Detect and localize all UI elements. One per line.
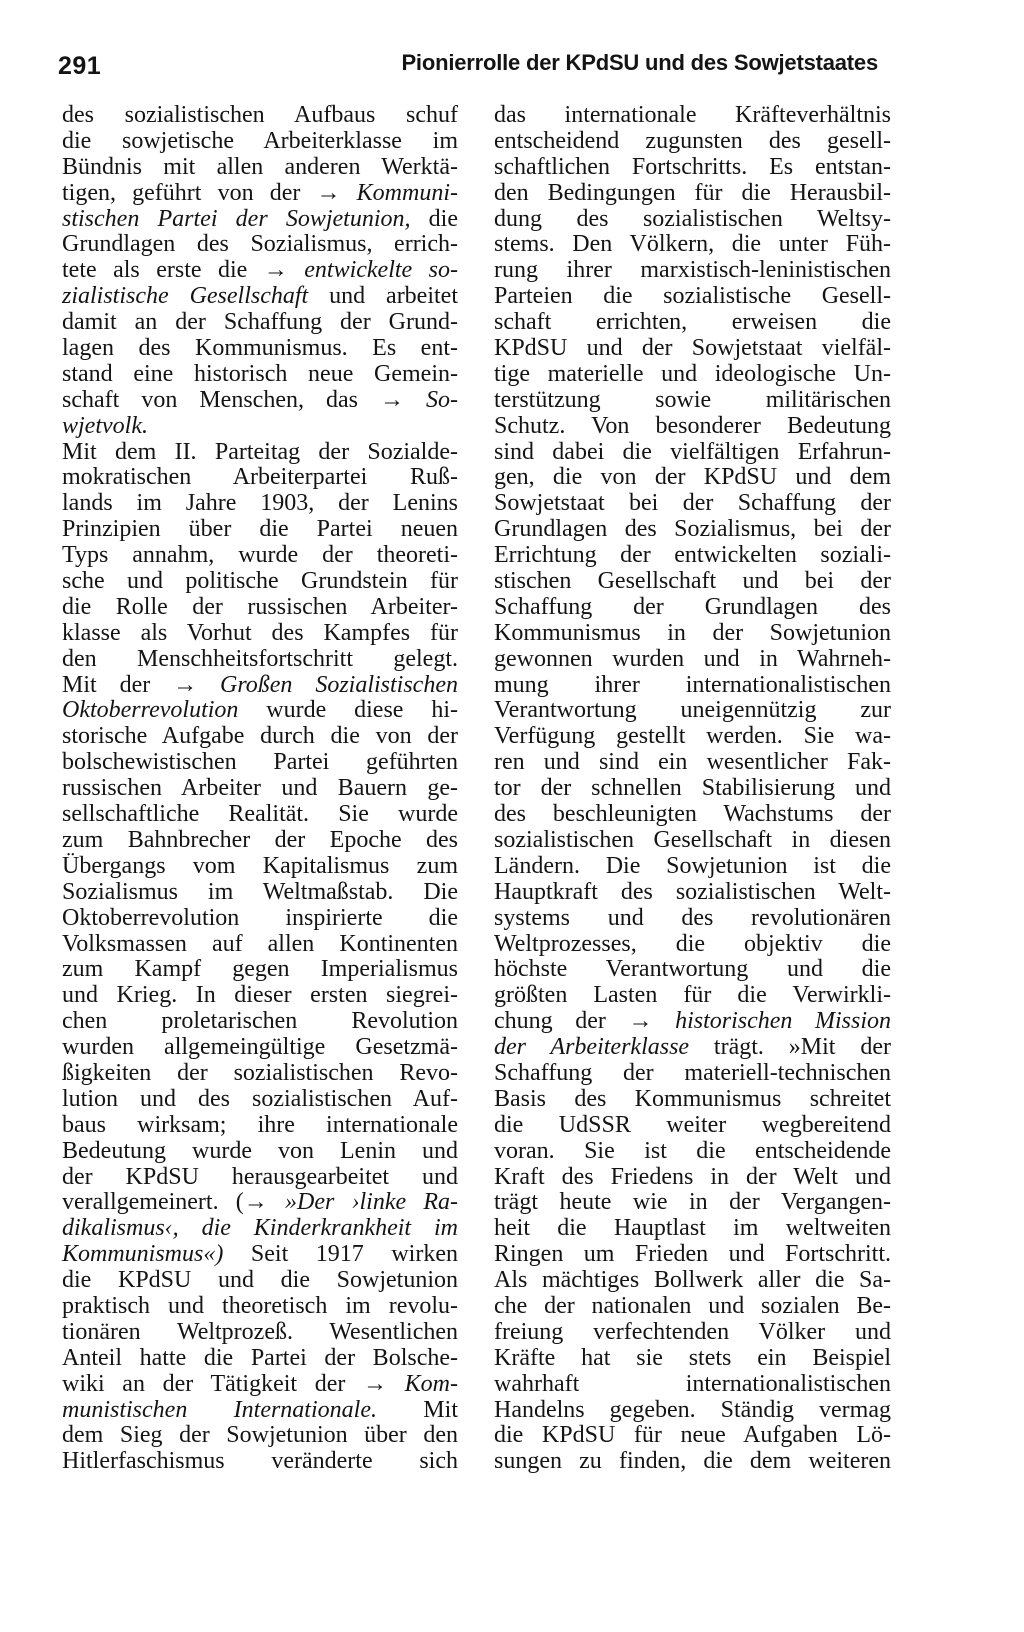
text-line: baus wirksam; ihre internationale	[62, 1111, 458, 1138]
text-line: sungen zu finden, die dem weiteren	[494, 1448, 891, 1475]
text-line: schaft errichten, erweisen die	[494, 309, 891, 336]
text-line: stand eine historisch neue Gemein-	[62, 360, 458, 387]
text-line: die KPdSU für neue Aufgaben Lö-	[494, 1422, 891, 1449]
text-line: ren und sind ein wesentlicher Fak-	[494, 749, 891, 776]
text-line: Kräfte hat sie stets ein Beispiel	[494, 1344, 891, 1371]
text-line: mokratischen Arbeiterpartei Ruß-	[62, 464, 458, 491]
text-line: schaftlichen Fortschritts. Es entstan-	[494, 153, 891, 180]
text-line: die KPdSU und die Sowjetunion	[62, 1267, 458, 1294]
text-line: den Menschheitsfortschritt gelegt.	[62, 645, 458, 672]
text-line: tigen, geführt von der → Kommuni-	[62, 179, 458, 206]
text-line: schaft von Menschen, das → So-	[62, 386, 458, 413]
text-line: des sozialistischen Aufbaus schuf	[62, 102, 458, 128]
text-line: KPdSU und der Sowjetstaat vielfäl-	[494, 335, 891, 362]
text-line: Schaffung der Grundlagen des	[494, 593, 891, 620]
text-line: Sowjetstaat bei der Schaffung der	[494, 490, 891, 517]
text-line: Oktoberrevolution wurde diese hi-	[62, 697, 458, 724]
text-line: Hauptkraft des sozialistischen Welt-	[494, 878, 891, 905]
text-line: terstützung sowie militärischen	[494, 386, 891, 413]
text-line: lands im Jahre 1903, der Lenins	[62, 490, 458, 517]
text-line: Errichtung der entwickelten soziali-	[494, 542, 891, 569]
text-line: größten Lasten für die Verwirkli-	[494, 982, 891, 1009]
text-column-left	[62, 103, 458, 1475]
text-line: trägt heute wie in der Vergangen-	[494, 1189, 891, 1216]
text-line: den Bedingungen für die Herausbil-	[494, 179, 891, 206]
text-line: Mit der → Großen Sozialistischen	[62, 671, 458, 698]
text-line: rung ihrer marxistisch-leninistischen	[494, 257, 891, 284]
text-line: und Krieg. In dieser ersten siegrei-	[62, 982, 458, 1009]
text-line: Anteil hatte die Partei der Bolsche-	[62, 1344, 458, 1371]
text-line: Mit dem II. Parteitag der Sozialde-	[62, 438, 458, 465]
text-line: die UdSSR weiter wegbereitend	[494, 1111, 891, 1138]
text-line: die Rolle der russischen Arbeiter-	[62, 593, 458, 620]
text-line: Verfügung gestellt werden. Sie wa-	[494, 723, 891, 750]
text-line: heit die Hauptlast im weltweiten	[494, 1215, 891, 1242]
text-line: Weltprozesses, die objektiv die	[494, 930, 891, 957]
text-line: das internationale Kräfteverhältnis	[494, 102, 891, 128]
text-line: che der nationalen und sozialen Be-	[494, 1292, 891, 1319]
text-column-right	[494, 103, 891, 1475]
text-line: Kraft des Friedens in der Welt und	[494, 1163, 891, 1190]
text-line: Kommunismus in der Sowjetunion	[494, 619, 891, 646]
text-line: dem Sieg der Sowjetunion über den	[62, 1422, 458, 1449]
text-line: lution und des sozialistischen Auf-	[62, 1085, 458, 1112]
text-line: höchste Verantwortung und die	[494, 956, 891, 983]
text-line: chen proletarischen Revolution	[62, 1008, 458, 1035]
text-line: Schutz. Von besonderer Bedeutung	[494, 412, 891, 439]
text-line: Grundlagen des Sozialismus, errich-	[62, 231, 458, 258]
text-line: stischen Partei der Sowjetunion, die	[62, 205, 458, 232]
text-line: tige materielle und ideologische Un-	[494, 360, 891, 387]
text-line: Grundlagen des Sozialismus, bei der	[494, 516, 891, 543]
text-line: Sozialismus im Weltmaßstab. Die	[62, 878, 458, 905]
page-number: 291	[58, 52, 102, 80]
text-line: gewonnen wurden und in Wahrneh-	[494, 645, 891, 672]
text-line: wahrhaft internationalistischen	[494, 1370, 891, 1397]
text-line: Schaffung der materiell-technischen	[494, 1059, 891, 1086]
text-line: verallgemeinert. (→ »Der ›linke Ra-	[62, 1189, 458, 1216]
text-line: die sowjetische Arbeiterklasse im	[62, 127, 458, 154]
text-line: russischen Arbeiter und Bauern ge-	[62, 775, 458, 802]
text-line: wiki an der Tätigkeit der → Kom-	[62, 1370, 458, 1397]
running-head: Pionierrolle der KPdSU und des Sowjetstaates	[401, 50, 878, 75]
text-line: gen, die von der KPdSU und dem	[494, 464, 891, 491]
text-line: sche und politische Grundstein für	[62, 568, 458, 595]
text-line: entscheidend zugunsten des gesell-	[494, 127, 891, 154]
text-line: dikalismus‹, die Kinderkrankheit im	[62, 1215, 458, 1242]
text-line: wjetvolk.	[62, 412, 148, 439]
text-line: Kommunismus«) Seit 1917 wirken	[62, 1241, 458, 1268]
text-line: Oktoberrevolution inspirierte die	[62, 904, 458, 931]
text-line: Ringen um Frieden und Fortschritt.	[494, 1241, 891, 1268]
text-line: klasse als Vorhut des Kampfes für	[62, 619, 458, 646]
text-line: der KPdSU herausgearbeitet und	[62, 1163, 458, 1190]
text-line: tor der schnellen Stabilisierung und	[494, 775, 891, 802]
text-line: voran. Sie ist die entscheidende	[494, 1137, 891, 1164]
text-line: zum Kampf gegen Imperialismus	[62, 956, 458, 983]
text-line: Bündnis mit allen anderen Werktä-	[62, 153, 458, 180]
text-line: sind dabei die vielfältigen Erfahrun-	[494, 438, 891, 465]
text-line: Basis des Kommunismus schreitet	[494, 1085, 891, 1112]
text-line: des beschleunigten Wachstums der	[494, 801, 891, 828]
text-line: systems und des revolutionären	[494, 904, 891, 931]
text-line: Typs annahm, wurde der theoreti-	[62, 542, 458, 569]
text-line: munistischen Internationale. Mit	[62, 1396, 458, 1423]
text-line: freiung verfechtenden Völker und	[494, 1318, 891, 1345]
text-line: Prinzipien über die Partei neuen	[62, 516, 458, 543]
text-line: wurden allgemeingültige Gesetzmä-	[62, 1034, 458, 1061]
text-line: bolschewistischen Partei geführten	[62, 749, 458, 776]
text-line: Ländern. Die Sowjetunion ist die	[494, 852, 891, 879]
text-line: stems. Den Völkern, die unter Füh-	[494, 231, 891, 258]
text-line: Bedeutung wurde von Lenin und	[62, 1137, 458, 1164]
text-line: Parteien die sozialistische Gesell-	[494, 283, 891, 310]
text-line: Volksmassen auf allen Kontinenten	[62, 930, 458, 957]
text-line: praktisch und theoretisch im revolu-	[62, 1292, 458, 1319]
text-line: tionären Weltprozeß. Wesentlichen	[62, 1318, 458, 1345]
text-line: chung der → historischen Mission	[494, 1008, 892, 1035]
text-line: Hitlerfaschismus veränderte sich	[62, 1448, 458, 1475]
text-line: Verantwortung uneigennützig zur	[494, 697, 891, 724]
text-line: dung des sozialistischen Weltsy-	[494, 205, 891, 232]
text-line: lagen des Kommunismus. Es ent-	[62, 335, 458, 362]
text-line: Übergangs vom Kapitalismus zum	[62, 852, 458, 879]
text-line: sellschaftliche Realität. Sie wurde	[62, 801, 458, 828]
text-line: Handelns gegeben. Ständig vermag	[494, 1396, 891, 1423]
text-line: damit an der Schaffung der Grund-	[62, 309, 458, 336]
text-line: storische Aufgabe durch die von der	[62, 723, 458, 750]
text-line: sozialistischen Gesellschaft in diesen	[494, 826, 891, 853]
text-line: zum Bahnbrecher der Epoche des	[62, 826, 458, 853]
text-line: Als mächtiges Bollwerk aller die Sa-	[494, 1267, 891, 1294]
text-line: zialistische Gesellschaft und arbeitet	[62, 283, 458, 310]
text-line: stischen Gesellschaft und bei der	[494, 568, 891, 595]
text-line: ßigkeiten der sozialistischen Revo-	[62, 1059, 458, 1086]
text-line: tete als erste die → entwickelte so-	[62, 257, 458, 284]
text-line: mung ihrer internationalistischen	[494, 671, 891, 698]
text-line: der Arbeiterklasse trägt. »Mit der	[494, 1034, 891, 1061]
